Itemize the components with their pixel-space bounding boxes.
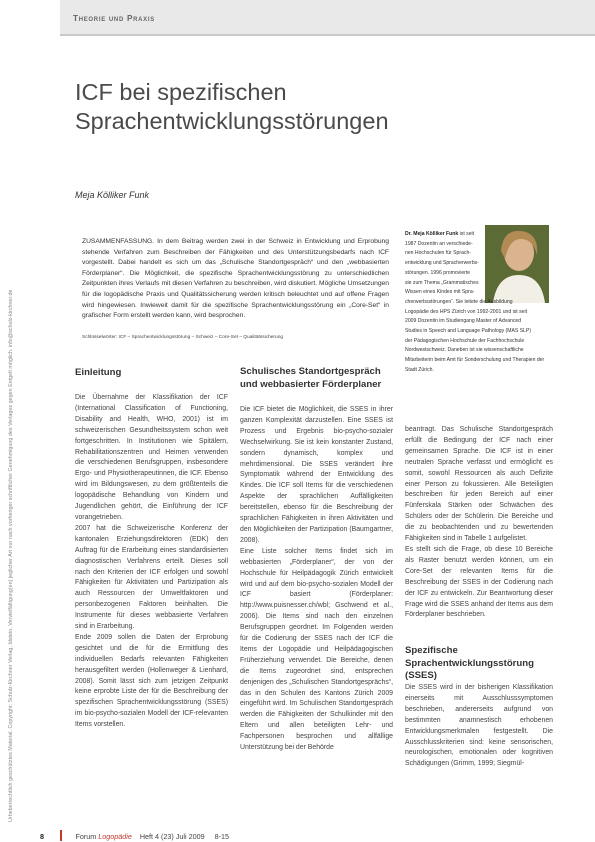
paragraph: Die SSES wird in der bisherigen Klassifikation einerseits mit Ausschlusssymptomen beschrieben, andererseits aufgrund von bestimmten anamnestisch erhobenen Entwicklungsmerkmalen festgestellt. Die Ausschlusskriterien sind: keine sensorischen, neurologischen, emotionalen oder kognitiven Schädigungen (Grimm, 1999; Siegmül-: [405, 684, 553, 768]
bio-line: 2009 Dozentin im Studiengang Master of Advanced: [405, 318, 522, 325]
bio-line: nen Hochschulen für Sprach-: [405, 250, 471, 257]
paragraph: 2007 hat die Schweizerische Konferenz der kantonalen Erziehungsdirektoren (EDK) den Auftrag für die Erarbeitung eines standardisierten diagnostischen Verfahrens erteilt. Dieses soll nach den Kriterien der ICF erfolgen und sowohl Fähigkeiten für Aktivitäten und Partizipation als auch Ressourcen der Umweltfaktoren und personbezogenen Faktoren beinhalten. Die Instrumente für dieses webbasierte Verfahren sind in Erarbeitung.: [75, 524, 228, 631]
column-1: [75, 393, 228, 731]
paragraph: Ende 2009 sollen die Daten der Erprobung gesichtet und die für die Ermittlung des individuellen Bedarfs relevanten Fähigkeiten herausgefiltert werden (Hollenweger & Lienhard, 2008). Somit lässt sich zum jetzigen Zeitpunkt keine erprobte Liste der für die Beschreibung der spezifischen Sprachentwicklungsstörung (SSES) im bio-psycho-sozialen Modell der ICF-relevanten Items vorstellen.: [75, 633, 228, 729]
bio-line: Logopädie des HPS Zürich von 1992-2001 und ist seit: [405, 308, 528, 315]
abstract: ZUSAMMENFASSUNG. In dem Beitrag werden zwei in der Schweiz in Entwicklung und Erprobung stehende Verfahren zum Beschreiben der Fähigkeiten und des Unterstützungsbedarfs nach ICF vorgestellt. Dabei handelt es sich um das „Schulische Standortgespräch“ und den „webbasierten Förderplaner“. Die Möglichkeit, die spezifische Sprachentwicklungsstörung zu unterschiedlichen Zeitpunkten ihres Verlaufs mit diesen Verfahren zu beschreiben, wird diskutiert. Mögliche Umsetzungen für die logopädische Praxis und Qualitätssicherung werden kritisch beleuchtet und auf offene Fragen wird hingewiesen. Inwieweit damit für die spezifische Sprachentwicklungsstörung ein „Core-Set“ in grafischer Form erstellt werden kann, wird besprochen.: [82, 238, 389, 320]
bio-line: entwicklung und Spracherwerbs-: [405, 260, 479, 267]
bio-line: cherwerbsstörungen“. Sie leitete die Ausbildung: [405, 298, 513, 305]
bio-line: Mitarbeiterin beim Amt für Sonderschulung und Therapien der Stadt Zürich.: [405, 357, 545, 373]
journal-prefix: Forum: [75, 832, 97, 841]
keywords: Schlüsselwörter: ICF – Sprachentwicklungsstörung – Schweiz – Core-Set – Qualitätssicherung: [82, 335, 284, 340]
bio-line: störungen. 1996 promovierte: [405, 269, 471, 276]
bio-line: sie zum Thema „Grammatisches: [405, 279, 479, 286]
author-bio: [405, 230, 550, 376]
journal-logo: Logopädie: [98, 832, 132, 841]
footer-divider: [60, 830, 62, 841]
copyright-strip: Urheberrechtlich geschütztes Material. Copyright: Schulz-Kirchner Verlag, Idstein. Vervielfältigung(en) jeglicher Art nur nach vorheriger schriftlicher Genehmigung des Verlages gegen Entgelt möglich. info@schulz-kirchner.de: [8, 289, 14, 822]
column-2: [240, 405, 393, 754]
paragraph: Die ICF bietet die Möglichkeit, die SSES in ihrer ganzen Komplexität darzustellen. Eine SSES ist Prozess und Ergebnis bio-psycho-sozialer Wechselwirkung. Sie ist kein konstanter Zustand, sondern dynamisch, komplex und mehrdimensional. Die SSES verändert ihre Symptomatik während der Entwicklung des Kindes. Die ICF soll Items für die verschiedenen Aspekte der sprachlichen Auffälligkeiten bereitstellen, ebenso für die Beschreibung der sprachlichen Fähigkeiten in ihren Aktivitäten und den Möglichkeiten der Partizipation (Baumgartner, 2008).: [240, 406, 393, 544]
article-title: [75, 78, 535, 136]
column-3-top: [405, 425, 553, 621]
paragraph: beantragt. Das Schulische Standortgespräch erfüllt die Bedingung der ICF nach einer gemeinsamen Sprache. Die ICF ist in einer neutralen Sprache verfasst und ermöglicht es somit, sowohl Ressourcen als auch Defizite einer Person zu fokussieren. Alle Beteiligten beschreiben für jeden Bereich auf einer Fünferskala Stärken oder Schwächen des Schülers oder der Schülerin. Die Bereiche und die zu beobachtenden und zu bewertenden Fähigkeiten sind in Tabelle 1 aufgelistet.: [405, 426, 553, 543]
page-number: 8: [40, 832, 44, 841]
author-name: Meja Kölliker Funk: [75, 190, 150, 200]
bio-line: Nordwestschweiz. Daneben ist sie wissenschaftliche: [405, 347, 524, 354]
section-label: Theorie und Praxis: [73, 14, 155, 23]
bio-line: [405, 230, 482, 240]
page-footer: [40, 830, 229, 841]
paragraph: Eine Liste solcher Items findet sich im webbasierten „Förderplaner“, der von der Hochschule für Heilpädagogik Zürich entwickelt wird und auf dem bio-psycho-sozialen Modell der ICF basiert (Förderplaner: http://www.puisnesser.ch/wbl; Gschwend et al., 2006). Die Items sind nach den einzelnen Berufsgruppen geordnet. Im Folgenden werden für die Codierung der SSES nach der ICF die Items der Logopädie und Heilpädagogischen Früherziehung verwendet. Die Bereiche, denen die Items zugeordnet sind, entsprechen denjenigen des „Schulischen Standortgesprächs“, das in den Schulen des Kantons Zürich 2009 eingeführt wird. Im Schulischen Standortgespräch werden die Fähigkeiten der Schulkinder mit den Eltern und allen beteiligten Lehr- und Fachpersonen besprochen und allfällige Unterstützung bei der Behörde: [240, 547, 393, 752]
bio-line: Studies in Speech and Language Pathology (MAS SLP): [405, 328, 532, 335]
issue-info: Heft 4 (23) Juli 2009: [139, 832, 205, 841]
paragraph: Es stellt sich die Frage, ob diese 10 Bereiche als Raster benutzt werden können, um ein Core-Set der relevanten Items für die Beschreibung der SSES in der Codierung nach der ICF zu entwickeln. Zur Beantwortung dieser Frage wird die SSES anhand der Items aus dem Förderplaner beschrieben.: [405, 545, 553, 619]
bio-line: Wissen eines Kindes mit Spra-: [405, 289, 475, 296]
bio-line: der Pädagogischen Hochschule der Fachhochschule: [405, 337, 525, 344]
title-line-2: Sprachentwicklungsstörungen: [75, 108, 389, 134]
column-3-bottom: [405, 683, 553, 770]
bio-line-text: ist seit: [459, 231, 475, 237]
heading-sses: Spezifische Sprachentwicklungsstörung (SSES): [405, 645, 535, 681]
bio-name: Dr. Meja Kölliker Funk: [405, 231, 459, 237]
bio-line: 1987 Dozentin an verschiede-: [405, 240, 473, 247]
heading-standortgespraech: Schulisches Standortgespräch und webbasierter Förderplaner: [240, 366, 382, 390]
paragraph: Die Übernahme der Klassifikation der ICF (International Classification of Functioning, Disability and Health, WHO, 2001) ist im schweizerischen Gesundheitssystem schon weit fortgeschritten. In Institutionen wie Spitälern, Rehabilitationszentren und Heimen verwenden die verschiedenen Berufsgruppen, insbesondere Ergo- und Physiotherapeutinnen, die ICF. Ebenso wird im Bildungswesen, zu dem größtenteils die logopädische Behandlung von Kindern und Jugendlichen gehört, die Einführung der ICF vorangetrieben.: [75, 394, 228, 521]
heading-einleitung: Einleitung: [75, 367, 122, 378]
page-range: 8-15: [214, 832, 229, 841]
title-line-1: ICF bei spezifischen: [75, 79, 287, 105]
